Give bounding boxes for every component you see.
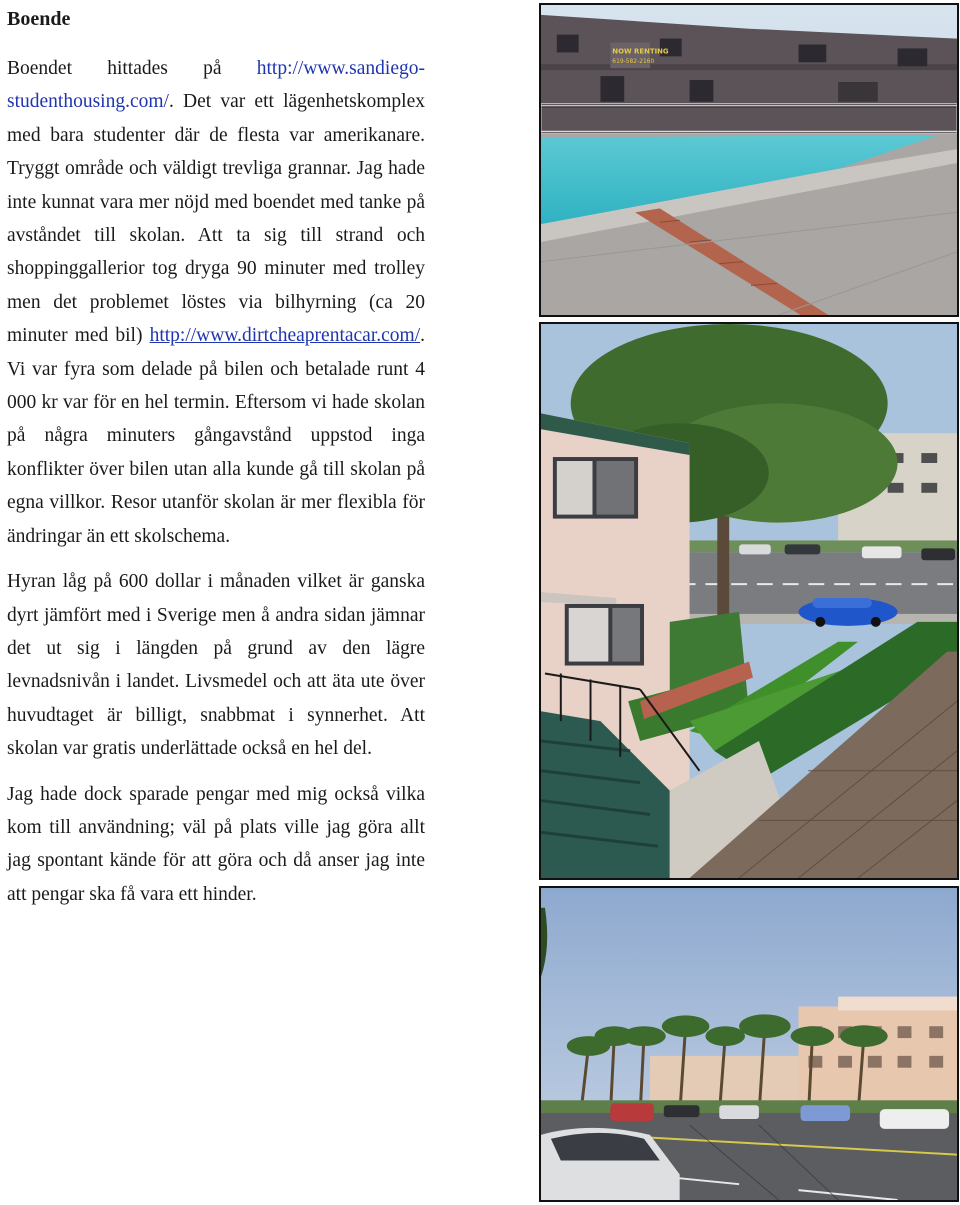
paragraph-housing-intro: Boendet hittades på bbox=[7, 58, 257, 79]
rental-sign-line2: 619-582-2160 bbox=[612, 58, 655, 66]
paragraph-housing bbox=[7, 52, 425, 553]
text-column bbox=[7, 4, 425, 923]
rental-sign-line1: NOW RENTING bbox=[612, 47, 669, 56]
pool-photo bbox=[539, 3, 959, 317]
car-rental-link[interactable]: http://www.dirtcheaprentacar.com/ bbox=[149, 325, 421, 347]
paragraph-housing-middle: . Det var ett lägenhetskomplex med bara studenter där de flesta var amerikanare. Tryggt område och väldigt trevliga grannar. Jag hade inte kunnat vara mer nöjd med boendet med tanke på avståndet till skolan. Att ta sig till strand och shoppinggallerior tog dryga 90 minuter med trolley men det problemet löstes via bilhyrning (ca 20 minuter med bil) bbox=[7, 91, 425, 347]
section-heading: Boende bbox=[7, 8, 71, 30]
paragraph-rent: Hyran låg på 600 dollar i månaden vilket är ganska dyrt jämfört med i Sverige men å andra sidan jämnar det ut sig i längden på grund av den lägre levnadsnivån i landet. Livsmedel och att äta ute över huvudtaget är billigt, snabbmat i synnerhet. Att skolan var gratis underlättade också en hel del. bbox=[7, 571, 425, 760]
paragraph-housing-end: . Vi var fyra som delade på bilen och betalade runt 4 000 kr var för en hel termin. Eftersom vi hade skolan på några minuters gångavstånd uppstod inga konflikter över bilen utan alla kunde gå till skolan på egna villkor. Resor utanför skolan är mer flexibla för ändringar än ett skolschema. bbox=[7, 325, 425, 547]
paragraph-savings: Jag hade dock sparade pengar med mig också vilka kom till användning; väl på plats ville jag göra allt jag spontant kände för att göra och då anser jag inte att pengar ska få vara ett hinder. bbox=[7, 783, 425, 905]
housing-site-link[interactable]: http://www.sandiego-studenthousing.com/ bbox=[7, 58, 425, 113]
yard-photo bbox=[539, 322, 959, 880]
pool-photo-image bbox=[541, 5, 957, 315]
street-photo-image bbox=[541, 888, 957, 1200]
street-photo bbox=[539, 886, 959, 1202]
yard-photo-image bbox=[541, 324, 957, 878]
